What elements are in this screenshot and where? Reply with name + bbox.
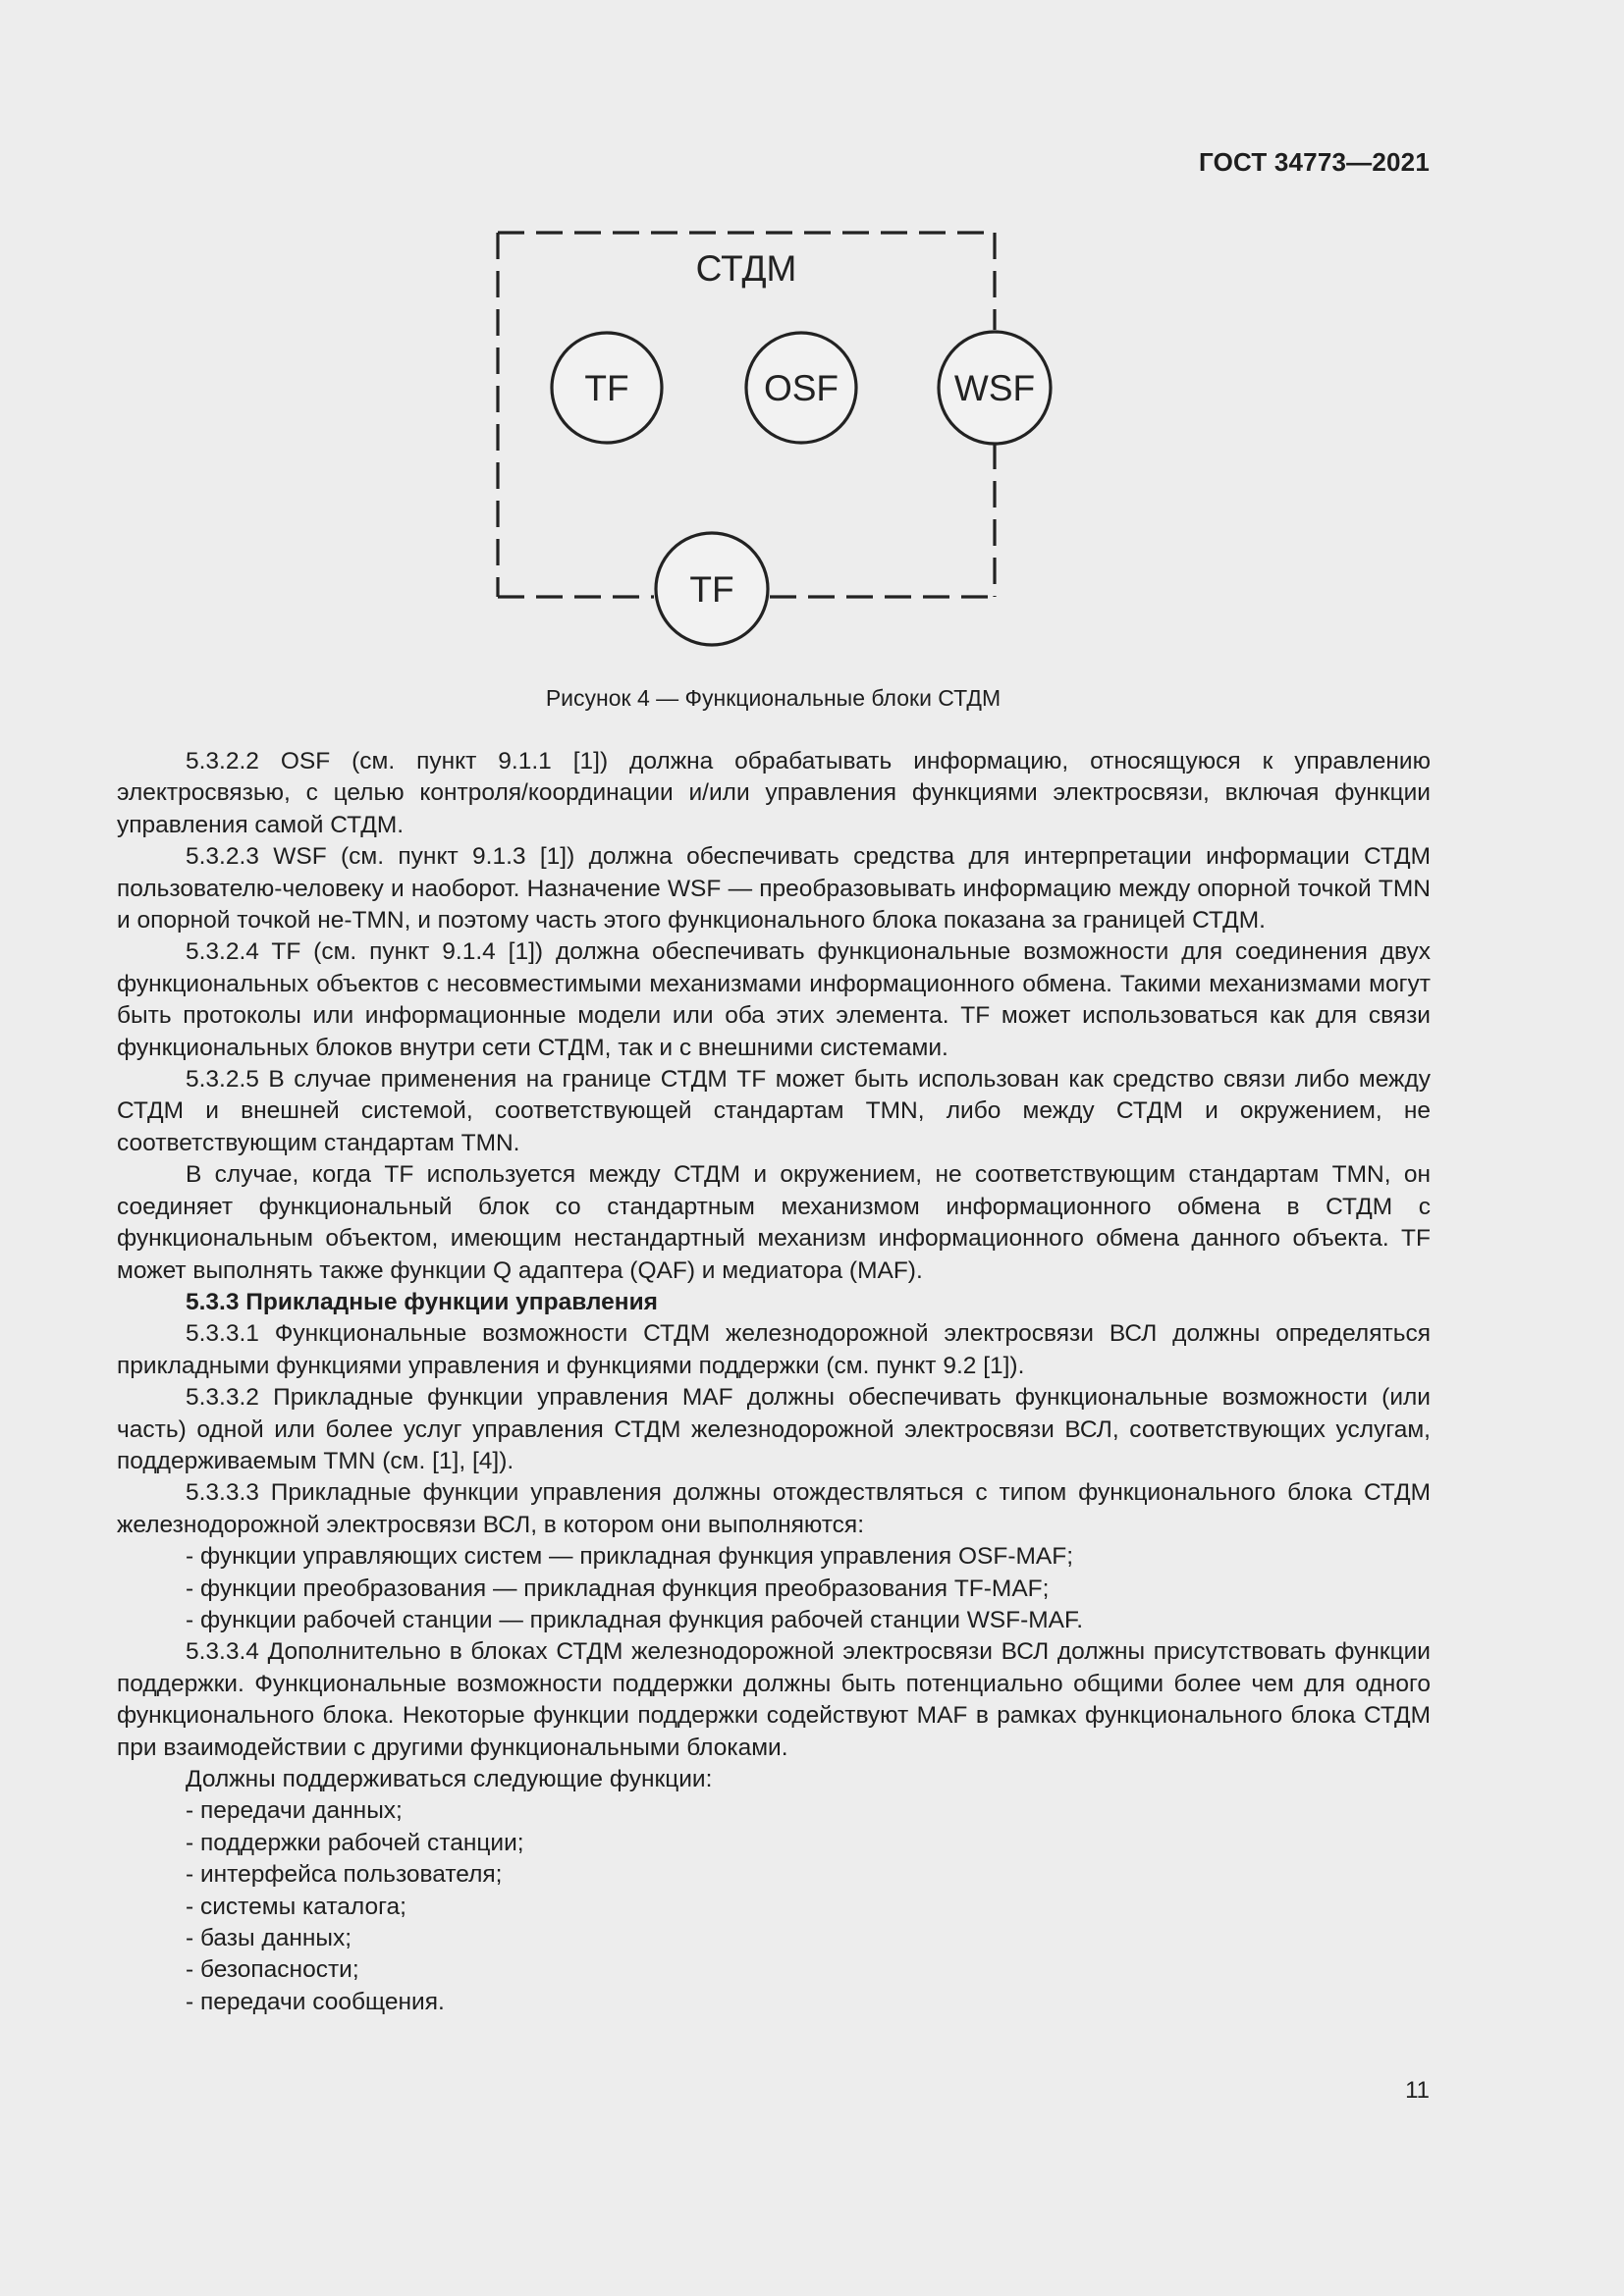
list-item: - базы данных;: [186, 1925, 352, 1952]
list-item: - передачи данных;: [186, 1797, 403, 1825]
paragraph: 5.3.2.3 WSF (см. пункт 9.1.3 [1]) должна обеспечивать средства для интерпретации информации СТДМ пользователю-человеку и наоборот. Назначение WSF — преобразовывать информацию между опорной точкой TMN и опорной точкой не-TMN, и поэтому часть этого функционального блока показана за границей СТДМ.: [117, 843, 1431, 934]
paragraph: В случае, когда TF используется между СТДМ и окружением, не соответствующим стандартам TMN, он соединяет функциональный блок со стандартным механизмом информационного обмена в СТДМ с функциональным объектом, имеющим нестандартный механизм информационного обмена данного объекта. TF может выполнять также функции Q адаптера (QAF) и медиатора (MAF).: [117, 1161, 1431, 1284]
osf-block-label: OSF: [763, 368, 839, 408]
body-text: [117, 746, 1431, 2018]
list-item: - функции рабочей станции — прикладная функция рабочей станции WSF-MAF.: [186, 1606, 1084, 1633]
paragraph: 5.3.2.5 В случае применения на границе СТДМ TF может быть использован как средство связи либо между СТДМ и внешней системой, соответствующей стандартам TMN, либо между СТДМ и окружением, не соответствующим стандартам TMN.: [117, 1066, 1431, 1156]
paragraph: 5.3.3.2 Прикладные функции управления MAF должны обеспечивать функциональные возможности (или часть) одной или более услуг управления СТДМ железнодорожной электросвязи ВСЛ, соответствующих услугам, поддерживаемым TMN (см. [1], [4]).: [117, 1384, 1431, 1474]
paragraph: 5.3.3.3 Прикладные функции управления должны отождествляться с типом функционального блока СТДМ железнодорожной электросвязи ВСЛ, в котором они выполняются:: [117, 1479, 1431, 1538]
frame-label: СТДМ: [695, 248, 797, 289]
list-item: - системы каталога;: [186, 1893, 406, 1920]
list-item: - поддержки рабочей станции;: [186, 1829, 524, 1856]
wsf-block-label: WSF: [953, 368, 1036, 408]
paragraph: 5.3.3.4 Дополнительно в блоках СТДМ железнодорожной электросвязи ВСЛ должны присутствовать функции поддержки. Функциональные возможности поддержки должны быть потенциально общими более чем для одного функционального блока. Некоторые функции поддержки содействуют MAF в рамках функционального блока СТДМ при взаимодействии с другими функциональными блоками.: [117, 1638, 1431, 1761]
section-heading: 5.3.3 Прикладные функции управления: [186, 1288, 658, 1315]
document-code: ГОСТ 34773—2021: [1199, 147, 1430, 177]
paragraph: 5.3.2.4 TF (см. пункт 9.1.4 [1]) должна обеспечивать функциональные возможности для соединения двух функциональных объектов с несовместимыми механизмами информационного обмена. Такими механизмами могут быть протоколы или информационные модели или оба этих элемента. TF может использоваться как для связи функциональных блоков внутри сети СТДМ, так и с внешними системами.: [117, 938, 1431, 1061]
list-item: - функции управляющих систем — прикладная функция управления OSF-MAF;: [186, 1543, 1073, 1571]
list-item: - передачи сообщения.: [186, 1988, 445, 2015]
figure-caption: Рисунок 4 — Функциональные блоки СТДМ: [545, 685, 1001, 711]
list-item: - безопасности;: [186, 1956, 359, 1984]
stdm-diagram: [481, 216, 1070, 667]
figure-functional-blocks: [481, 216, 1070, 667]
paragraph: 5.3.2.2 OSF (см. пункт 9.1.1 [1]) должна обрабатывать информацию, относящуюся к управлению электросвязью, с целью контроля/координации и/или управления функциями электросвязи, включая функции управления самой СТДМ.: [117, 748, 1431, 838]
page-number: 11: [1405, 2077, 1430, 2104]
paragraph: Должны поддерживаться следующие функции:: [186, 1766, 713, 1792]
list-item: - интерфейса пользователя;: [186, 1861, 503, 1889]
tf-block-label: TF: [584, 368, 629, 408]
paragraph: 5.3.3.1 Функциональные возможности СТДМ железнодорожной электросвязи ВСЛ должны определяться прикладными функциями управления и функциями поддержки (см. пункт 9.2 [1]).: [117, 1320, 1431, 1379]
tf-border-block-label: TF: [689, 569, 734, 610]
list-item: - функции преобразования — прикладная функция преобразования TF-MAF;: [186, 1575, 1050, 1602]
